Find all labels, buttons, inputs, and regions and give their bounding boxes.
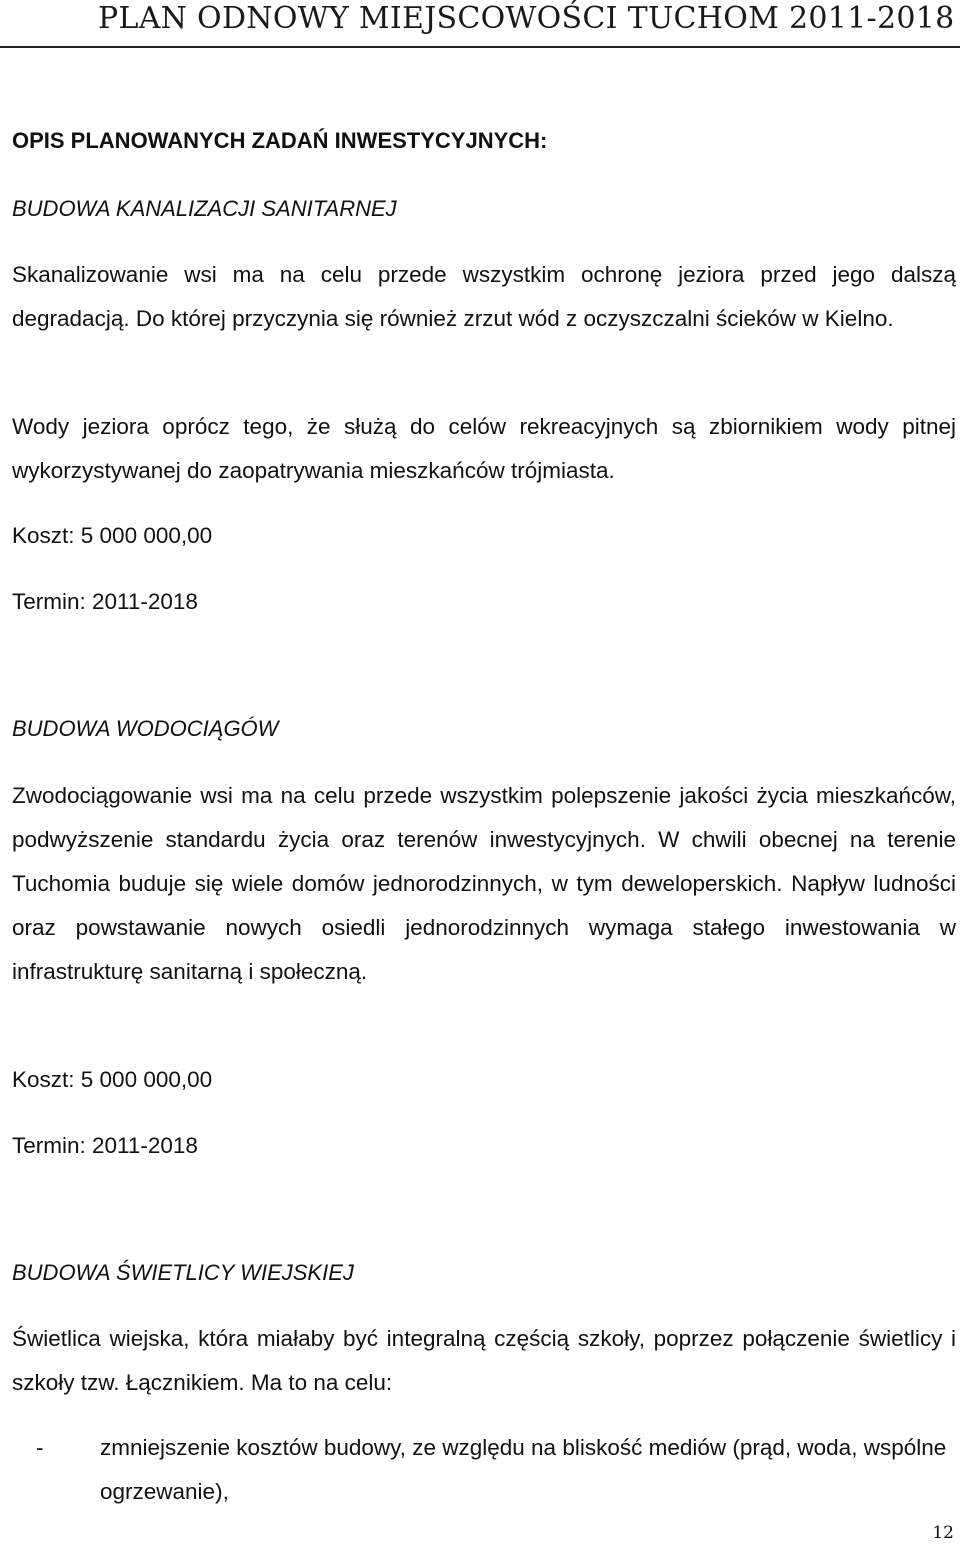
bullet-marker: - bbox=[36, 1435, 44, 1460]
paragraph-swietlica: Świetlica wiejska, która miałaby być integralną częścią szkoły, poprzez połączenie świetlicy i szkoły tzw. Łącznikiem. Ma to na celu: bbox=[12, 1326, 956, 1395]
cost-kanalizacja: Koszt: 5 000 000,00 bbox=[12, 523, 213, 548]
section-title-wodociagi: BUDOWA WODOCIĄGÓW bbox=[12, 716, 279, 741]
document-title: PLAN ODNOWY MIEJSCOWOŚCI TUCHOM 2011-2018 bbox=[98, 1, 955, 36]
section-title-kanalizacja: BUDOWA KANALIZACJI SANITARNEJ bbox=[12, 196, 397, 221]
header-divider bbox=[0, 46, 960, 48]
term-wodociagi: Termin: 2011-2018 bbox=[12, 1133, 198, 1158]
bullet-text: zmniejszenie kosztów budowy, ze względu na bliskość mediów (prąd, woda, wspólne ogrzewanie), bbox=[100, 1435, 947, 1504]
cost-wodociagi: Koszt: 5 000 000,00 bbox=[12, 1067, 213, 1092]
page-number: 12 bbox=[932, 1523, 954, 1543]
main-heading: OPIS PLANOWANYCH ZADAŃ INWESTYCYJNYCH: bbox=[12, 128, 548, 153]
page-header bbox=[0, 0, 960, 54]
section-title-swietlica: BUDOWA ŚWIETLICY WIEJSKIEJ bbox=[12, 1260, 354, 1285]
paragraph-kanalizacja-2: Wody jeziora oprócz tego, że służą do celów rekreacyjnych są zbiornikiem wody pitnej wykorzystywanej do zaopatrywania mieszkańców trójmiasta. bbox=[12, 414, 956, 483]
paragraph-kanalizacja-1: Skanalizowanie wsi ma na celu przede wszystkim ochronę jeziora przed jego dalszą degradacją. Do której przyczynia się również zrzut wód z oczyszczalni ścieków w Kielno. bbox=[12, 262, 956, 331]
paragraph-wodociagi: Zwodociągowanie wsi ma na celu przede wszystkim polepszenie jakości życia mieszkańców, podwyższenie standardu życia oraz terenów inwestycyjnych. W chwili obecnej na terenie Tuchomia buduje się wiele domów jednorodzinnych, w tym deweloperskich. Napływ ludności oraz powstawanie nowych osiedli jednorodzinnych wymaga stałego inwestowania w infrastrukturę sanitarną i społeczną. bbox=[12, 783, 956, 984]
term-kanalizacja: Termin: 2011-2018 bbox=[12, 589, 198, 614]
